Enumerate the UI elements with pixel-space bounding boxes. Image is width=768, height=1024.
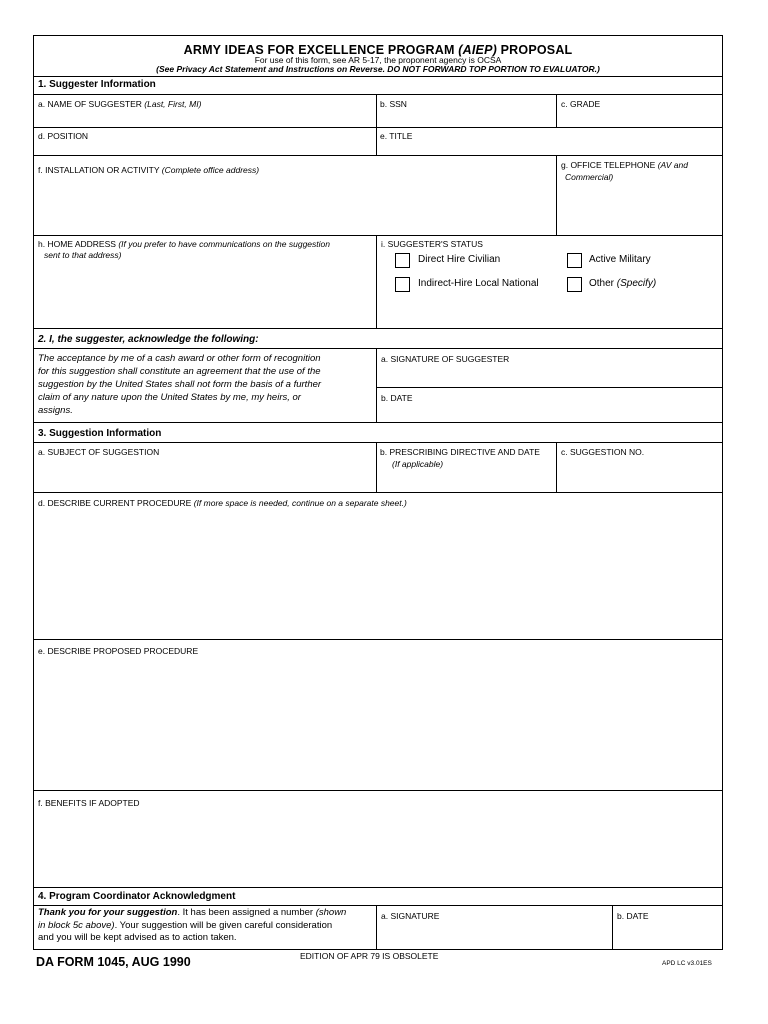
home-address-note: sent to that address) bbox=[44, 250, 122, 260]
name-of-suggester-field[interactable] bbox=[34, 95, 376, 127]
form-title: ARMY IDEAS FOR EXCELLENCE PROGRAM (AIEP) PROPOSAL bbox=[183, 43, 573, 57]
current-procedure-label: d. DESCRIBE CURRENT PROCEDURE (If more space is needed, continue on a separate sheet.) bbox=[38, 498, 407, 508]
benefits-label: f. BENEFITS IF ADOPTED bbox=[38, 798, 140, 808]
suggestion-no-field[interactable] bbox=[557, 443, 722, 492]
privacy-notice: (See Privacy Act Statement and Instructions on Reverse. DO NOT FORWARD TOP PORTION TO EVALUATOR.) bbox=[156, 64, 600, 74]
office-telephone-field[interactable] bbox=[557, 156, 722, 235]
benefits-field[interactable] bbox=[34, 810, 722, 887]
installation-label: f. INSTALLATION OR ACTIVITY (Complete office address) bbox=[38, 165, 260, 175]
direct-hire-checkbox[interactable] bbox=[395, 253, 410, 268]
indirect-hire-checkbox[interactable] bbox=[395, 277, 410, 292]
name-of-suggester-label: a. NAME OF SUGGESTER (Last, First, MI) bbox=[38, 99, 202, 109]
suggester-date-field[interactable] bbox=[377, 388, 722, 422]
position-label: d. POSITION bbox=[38, 131, 89, 141]
indirect-hire-label: Indirect-Hire Local National bbox=[418, 278, 539, 289]
coordinator-date-field[interactable] bbox=[613, 906, 722, 949]
section-4-heading: 4. Program Coordinator Acknowledgment bbox=[38, 891, 236, 902]
installation-field[interactable] bbox=[34, 156, 556, 235]
suggester-signature-field[interactable] bbox=[377, 349, 722, 387]
suggestion-no-label: c. SUGGESTION NO. bbox=[561, 447, 645, 457]
office-telephone-label: g. OFFICE TELEPHONE (AV and bbox=[561, 160, 688, 170]
subject-label: a. SUBJECT OF SUGGESTION bbox=[38, 447, 160, 457]
form-subtitle: For use of this form, see AR 5-17, the proponent agency is OCSA bbox=[254, 55, 502, 65]
title-label: e. TITLE bbox=[380, 131, 413, 141]
suggester-status-label: i. SUGGESTER'S STATUS bbox=[381, 239, 483, 249]
coordinator-signature-field[interactable] bbox=[377, 906, 612, 949]
position-field[interactable] bbox=[34, 128, 376, 155]
acknowledgment-statement: The acceptance by me of a cash award or other form of recognition for this suggestion shall constitute an agreement that the use of the suggestion by the United States shall not form the basis of a further claim of any nature upon the United States by me, my heirs, or assigns. bbox=[38, 353, 322, 416]
coordinator-message: Thank you for your suggestion. It has been assigned a number (shown in block 5c above). Your suggestion will be given careful consideration and you will be kept advised as to action taken. bbox=[38, 907, 347, 943]
active-military-label: Active Military bbox=[589, 254, 651, 265]
suggester-signature-label: a. SIGNATURE OF SUGGESTER bbox=[381, 354, 510, 364]
suggester-date-label: b. DATE bbox=[381, 393, 413, 403]
subject-field[interactable] bbox=[34, 443, 376, 492]
home-address-field[interactable] bbox=[34, 262, 376, 328]
title-field[interactable] bbox=[377, 128, 722, 155]
proposed-procedure-label: e. DESCRIBE PROPOSED PROCEDURE bbox=[38, 646, 199, 656]
ssn-label: b. SSN bbox=[380, 99, 407, 109]
prescribing-directive-field[interactable] bbox=[377, 443, 556, 492]
grade-label: c. GRADE bbox=[561, 99, 601, 109]
proposed-procedure-field[interactable] bbox=[34, 658, 722, 790]
home-address-label: h. HOME ADDRESS (If you prefer to have communications on the suggestion bbox=[38, 239, 330, 249]
coordinator-date-label: b. DATE bbox=[617, 911, 649, 921]
other-status-label: Other (Specify) bbox=[589, 278, 657, 289]
direct-hire-label: Direct Hire Civilian bbox=[418, 254, 501, 265]
section-3-heading: 3. Suggestion Information bbox=[38, 428, 162, 439]
section-2-heading: 2. I, the suggester, acknowledge the following: bbox=[38, 334, 259, 345]
active-military-checkbox[interactable] bbox=[567, 253, 582, 268]
office-telephone-note: Commercial) bbox=[565, 172, 614, 182]
form-number: DA FORM 1045, AUG 1990 bbox=[36, 955, 191, 969]
grade-field[interactable] bbox=[557, 95, 722, 127]
other-status-checkbox[interactable] bbox=[567, 277, 582, 292]
prescribing-directive-note: (If applicable) bbox=[392, 459, 444, 469]
prescribing-directive-label: b. PRESCRIBING DIRECTIVE AND DATE bbox=[380, 447, 540, 457]
current-procedure-field[interactable] bbox=[34, 510, 722, 639]
edition-notice: EDITION OF APR 79 IS OBSOLETE bbox=[300, 951, 439, 961]
version-label: APD LC v3.01ES bbox=[662, 960, 712, 967]
ssn-field[interactable] bbox=[377, 95, 556, 127]
coordinator-signature-label: a. SIGNATURE bbox=[381, 911, 440, 921]
section-1-heading: 1. Suggester Information bbox=[38, 79, 156, 90]
